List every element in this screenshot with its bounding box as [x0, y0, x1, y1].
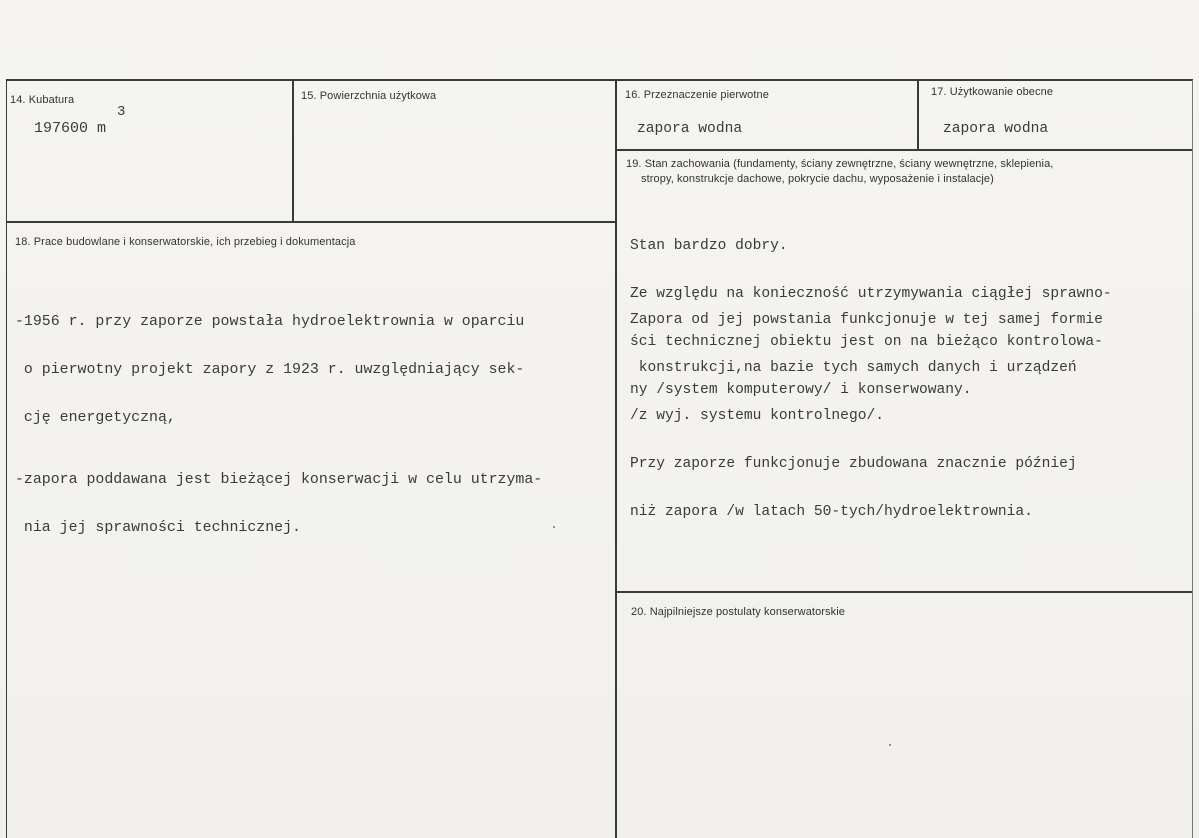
stan-zachowania-text-2: [630, 280, 1103, 552]
text-line: Zapora od jej powstania funkcjonuje w tej samej formie: [630, 312, 1103, 328]
uzytkowanie-obecne-value: zapora wodna: [943, 121, 1049, 137]
kubatura-unit-exponent: 3: [117, 104, 126, 120]
divider-14-15: [292, 80, 294, 223]
right-rule: [1192, 80, 1193, 838]
text-line: Stan bardzo dobry.: [630, 238, 788, 254]
rule-under-14-15: [6, 221, 616, 223]
paper-speck: [553, 526, 555, 528]
prace-budowlane-text: [15, 282, 542, 568]
stan-zachowania-label-line1: 19. Stan zachowania (fundamenty, ściany zewnętrzne, ściany wewnętrzne, sklepienia,: [626, 158, 1054, 170]
top-rule: [6, 79, 1193, 81]
divider-16-17: [917, 80, 919, 150]
text-line: /z wyj. systemu kontrolnego/.: [630, 408, 884, 424]
text-line: ści technicznej obiektu jest on na bieżąco kontrolowa-: [630, 334, 1103, 350]
paper-speck: [889, 744, 891, 746]
postulaty-label: 20. Najpilniejsze postulaty konserwatorskie: [631, 606, 846, 618]
text-line: cję energetyczną,: [15, 410, 176, 426]
prace-budowlane-label: 18. Prace budowlane i konserwatorskie, ich przebieg i dokumentacja: [15, 236, 356, 248]
text-line: konstrukcji,na bazie tych samych danych i urządzeń: [630, 360, 1077, 376]
text-line: Ze względu na konieczność utrzymywania ciągłej sprawno-: [630, 286, 1112, 302]
uzytkowanie-obecne-label: 17. Użytkowanie obecne: [931, 86, 1054, 98]
rule-above-20: [616, 591, 1193, 593]
left-rule: [6, 80, 7, 838]
text-line: -1956 r. przy zaporze powstała hydroelektrownia w oparciu: [15, 314, 525, 330]
powierzchnia-label: 15. Powierzchnia użytkowa: [301, 90, 437, 102]
kubatura-label: 14. Kubatura: [10, 94, 75, 106]
text-line: nia jej sprawności technicznej.: [15, 520, 301, 536]
kubatura-value: 197600 m: [34, 120, 107, 137]
text-line: -zapora poddawana jest bieżącej konserwacji w celu utrzyma-: [15, 472, 543, 488]
text-line: niż zapora /w latach 50-tych/hydroelektrownia.: [630, 504, 1033, 520]
center-rule: [615, 80, 617, 838]
przeznaczenie-pierwotne-value: zapora wodna: [637, 121, 743, 137]
rule-under-16-17: [616, 149, 1193, 151]
stan-zachowania-label-line2: stropy, konstrukcje dachowe, pokrycie dachu, wyposażenie i instalacje): [641, 173, 994, 185]
text-line: Przy zaporze funkcjonuje zbudowana znacznie później: [630, 456, 1077, 472]
text-line: o pierwotny projekt zapory z 1923 r. uwzględniający sek-: [15, 362, 525, 378]
przeznaczenie-pierwotne-label: 16. Przeznaczenie pierwotne: [625, 89, 769, 101]
text-line: ny /system komputerowy/ i konserwowany.: [630, 382, 972, 398]
